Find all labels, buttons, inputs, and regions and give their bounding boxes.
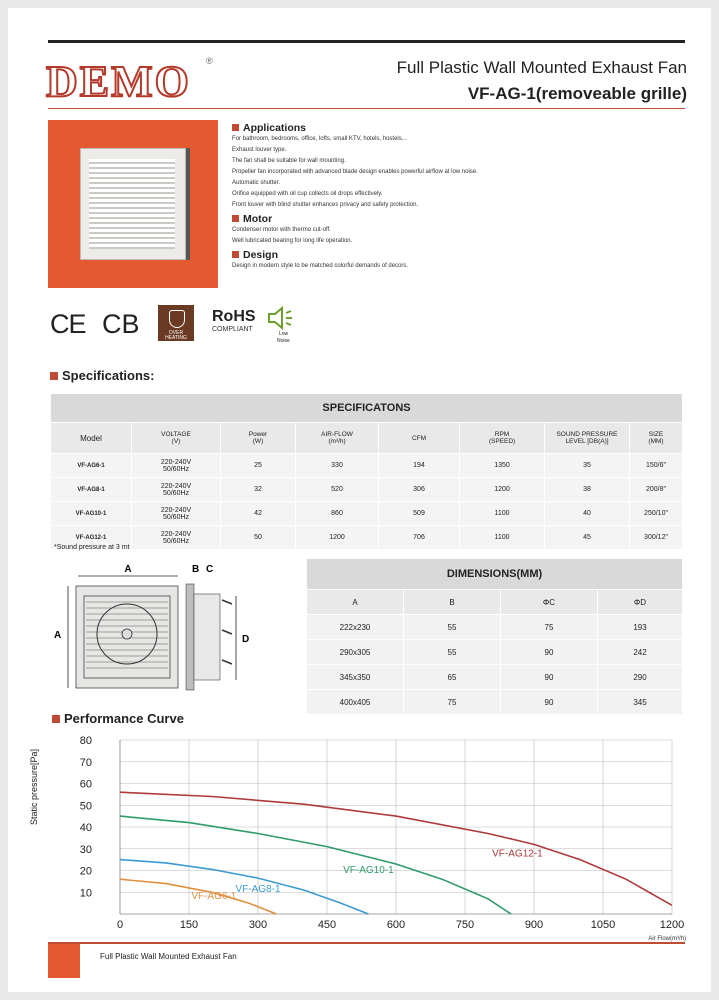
low-noise-icon: Low Noise bbox=[265, 305, 305, 345]
y-tick-label: 10 bbox=[79, 887, 92, 900]
series-label: VF-AG10-1 bbox=[343, 865, 394, 877]
footer-accent bbox=[48, 944, 80, 978]
top-rule bbox=[48, 40, 685, 43]
table-row: 290x305 55 90 242 bbox=[307, 640, 683, 665]
header-rule bbox=[48, 108, 685, 109]
spec-caption: SPECIFICATONS bbox=[51, 394, 683, 423]
dimensions-table bbox=[306, 558, 683, 715]
x-axis-label: Air Flow(m³/h) bbox=[648, 936, 686, 942]
x-tick-label: 300 bbox=[248, 919, 268, 931]
product-model: VF-AG-1(removeable grille) bbox=[467, 84, 687, 103]
series-label: VF-AG12-1 bbox=[492, 848, 543, 860]
section-heading: Motor bbox=[232, 213, 682, 225]
specifications-heading: Specifications: bbox=[50, 368, 154, 383]
applications-text: For bathroom, bedrooms, office, lofts, small KTV, hotels, hostels... Exhaust louver type. The fan shall be suitable for wall mounting. Propeller fan incorporated with advanced blade design enables powerful airflow at low noise. Automatic shutter. Orifice equipped with oil cup collects oil drops effectively. Front louver with blind shutter enhances privacy and safety protection. bbox=[232, 136, 478, 208]
table-row: VF-AG6-1 220-240V 50/60Hz 25 330 194 1350 35 150/6" bbox=[51, 454, 683, 478]
dimensions-header-row: A B ΦC ΦD bbox=[307, 590, 683, 615]
y-tick-label: 60 bbox=[79, 778, 92, 791]
dimensions-caption: DIMENSIONS(MM) bbox=[307, 559, 683, 590]
y-tick-label: 70 bbox=[79, 756, 92, 769]
x-tick-label: 1200 bbox=[659, 919, 685, 931]
y-tick-label: 80 bbox=[79, 735, 92, 747]
dim-label-d: D bbox=[242, 634, 250, 645]
dim-label-c: C bbox=[206, 564, 214, 575]
dim-label-b: B bbox=[192, 564, 200, 575]
table-row: VF-AG8-1 220-240V 50/60Hz 32 520 306 1200 38 200/8" bbox=[51, 478, 683, 502]
dimension-diagram bbox=[50, 560, 290, 695]
product-title: Full Plastic Wall Mounted Exhaust Fan bbox=[396, 58, 687, 77]
cb-mark: CB bbox=[102, 309, 140, 339]
y-tick-label: 50 bbox=[79, 800, 92, 813]
rohs-mark: RoHS bbox=[212, 308, 256, 325]
x-tick-label: 1050 bbox=[590, 919, 616, 931]
x-tick-label: 0 bbox=[116, 919, 124, 931]
rohs-compliant: COMPLIANT bbox=[212, 326, 253, 333]
feature-blocks bbox=[232, 120, 682, 272]
table-row: 222x230 55 75 193 bbox=[307, 615, 683, 640]
x-tick-label: 600 bbox=[386, 919, 406, 931]
performance-curve-heading: Performance Curve bbox=[52, 711, 184, 726]
table-row: VF-AG12-1 220-240V 50/60Hz 50 1200 706 1100 45 300/12" bbox=[51, 526, 683, 550]
dim-label-a-side: A bbox=[54, 630, 62, 641]
x-tick-label: 750 bbox=[455, 919, 475, 931]
registered-mark: ® bbox=[206, 56, 213, 66]
dim-label-a-top: A bbox=[124, 564, 132, 575]
x-tick-label: 450 bbox=[317, 919, 337, 931]
brand-logo: DEMO bbox=[46, 57, 191, 106]
x-tick-label: 900 bbox=[524, 919, 544, 931]
footer-rule bbox=[48, 942, 685, 944]
table-row: VF-AG10-1 220-240V 50/60Hz 42 860 509 1100 40 250/10" bbox=[51, 502, 683, 526]
overheat-protection-icon: OVER HEATING bbox=[158, 305, 194, 341]
spec-header-row: Model VOLTAGE (V) Power (W) AIR-FLOW (m³/h) CFM RPM (SPEED) SOUND PRESSURE LEVEL [DB(A)] SIZE (MM) bbox=[51, 423, 683, 454]
motor-text: Condenser motor with thermo cut-off. Well lubricated bearing for long life operation. bbox=[232, 227, 353, 244]
performance-chart bbox=[48, 730, 688, 945]
fan-image bbox=[80, 148, 186, 260]
specifications-table bbox=[50, 393, 683, 550]
table-row: 400x405 75 90 345 bbox=[307, 690, 683, 715]
y-tick-label: 30 bbox=[79, 843, 92, 856]
design-text: Design in modern style to be matched colorful demands of decors. bbox=[232, 263, 409, 269]
y-axis-label: Static pressure[Pa] bbox=[29, 748, 40, 826]
section-heading: Applications bbox=[232, 122, 682, 134]
sound-pressure-note: *Sound pressure at 3 mt bbox=[54, 544, 130, 551]
x-tick-label: 150 bbox=[179, 919, 199, 931]
y-tick-label: 20 bbox=[79, 865, 92, 878]
footer-text: Full Plastic Wall Mounted Exhaust Fan bbox=[100, 952, 237, 961]
series-label: VF-AG8-1 bbox=[235, 884, 281, 896]
product-photo bbox=[48, 120, 218, 288]
table-row: 345x350 65 90 290 bbox=[307, 665, 683, 690]
series-label: VF-AG6-1 bbox=[191, 890, 237, 902]
section-heading: Design bbox=[232, 249, 682, 261]
ce-mark: CE bbox=[50, 309, 86, 339]
y-tick-label: 40 bbox=[79, 822, 92, 834]
